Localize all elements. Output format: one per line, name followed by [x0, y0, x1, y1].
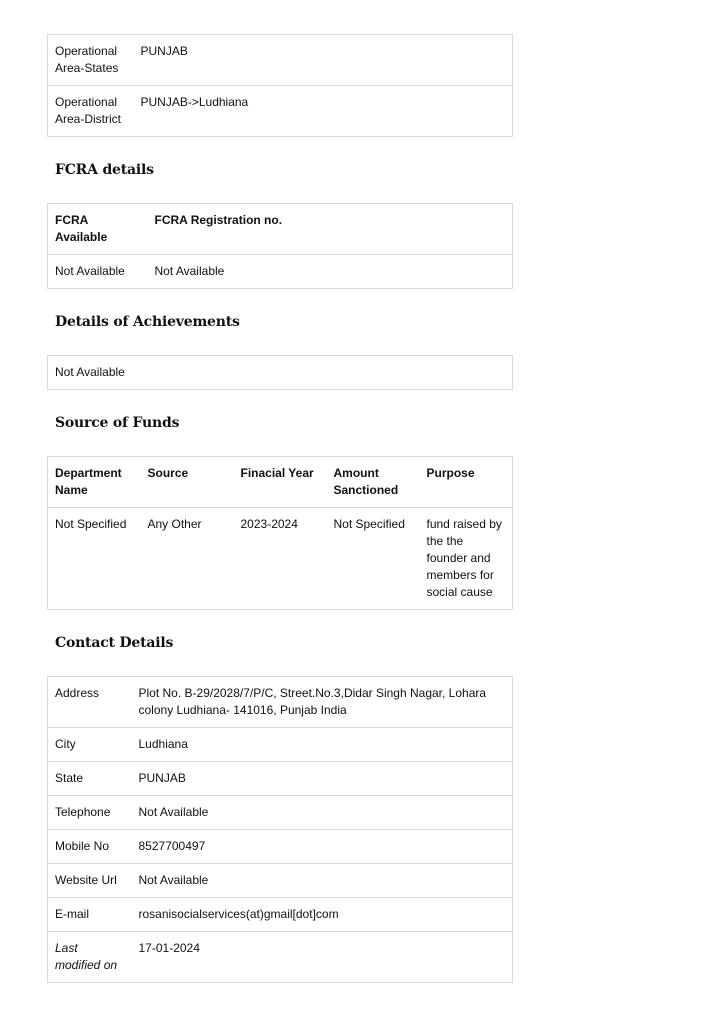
source-header: Source — [147, 466, 189, 480]
city-value: Ludhiana — [132, 728, 513, 762]
financial-year-header: Finacial Year — [240, 466, 314, 480]
table-row — [48, 508, 513, 610]
table-row — [48, 864, 513, 898]
table-row — [48, 932, 513, 983]
table-row — [48, 830, 513, 864]
amount-sanctioned-value: Not Specified — [327, 508, 420, 610]
table-row — [48, 762, 513, 796]
table-row — [48, 677, 513, 728]
table-row — [48, 898, 513, 932]
fcra-details-heading: FCRA details — [55, 162, 154, 178]
source-value: Any Other — [141, 508, 234, 610]
achievements-value: Not Available — [55, 365, 125, 379]
department-name-value: Not Specified — [48, 508, 141, 610]
document-page — [47, 34, 513, 983]
table-row — [48, 356, 513, 390]
operational-district-label: Operational Area-District — [48, 86, 134, 137]
fcra-table — [47, 203, 513, 289]
table-row — [48, 796, 513, 830]
state-value: PUNJAB — [132, 762, 513, 796]
email-value: rosanisocialservices(at)gmail[dot]com — [132, 898, 513, 932]
mobile-value: 8527700497 — [132, 830, 513, 864]
fcra-available-value: Not Available — [48, 255, 148, 289]
financial-year-value: 2023-2024 — [234, 508, 327, 610]
mobile-label: Mobile No — [48, 830, 132, 864]
city-label: City — [48, 728, 132, 762]
purpose-header: Purpose — [426, 466, 475, 480]
last-modified-label: Last modified on — [48, 932, 132, 983]
table-row — [48, 255, 513, 289]
telephone-value: Not Available — [132, 796, 513, 830]
state-label: State — [48, 762, 132, 796]
fcra-available-header: FCRA Available — [55, 213, 108, 244]
address-value: Plot No. B-29/2028/7/P/C, Street.No.3,Didar Singh Nagar, Lohara colony Ludhiana- 141016, Punjab India — [138, 686, 487, 717]
email-label: E-mail — [48, 898, 132, 932]
table-row — [48, 35, 513, 86]
last-modified-value: 17-01-2024 — [132, 932, 513, 983]
operational-district-value: PUNJAB->Ludhiana — [134, 86, 513, 137]
operational-states-value: PUNJAB — [140, 44, 188, 58]
achievements-table — [47, 355, 513, 390]
telephone-label: Telephone — [48, 796, 132, 830]
fcra-registration-header: FCRA Registration no. — [154, 213, 283, 227]
contact-details-table — [47, 676, 513, 983]
website-value: Not Available — [132, 864, 513, 898]
fcra-registration-value: Not Available — [148, 255, 513, 289]
operational-area-table — [47, 34, 513, 137]
table-header-row — [48, 457, 513, 508]
website-label: Website Url — [48, 864, 132, 898]
department-name-header: Department Name — [55, 466, 122, 497]
amount-sanctioned-header: Amount Sanctioned — [333, 466, 399, 497]
purpose-value: fund raised by the the founder and members for social cause — [420, 508, 513, 610]
address-label: Address — [55, 686, 100, 700]
source-of-funds-heading: Source of Funds — [55, 415, 180, 431]
table-header-row — [48, 204, 513, 255]
operational-states-label: Operational Area-States — [55, 44, 119, 75]
table-row — [48, 86, 513, 137]
contact-details-heading: Contact Details — [55, 635, 174, 651]
achievements-heading: Details of Achievements — [55, 314, 240, 330]
table-row — [48, 728, 513, 762]
source-of-funds-table — [47, 456, 513, 610]
